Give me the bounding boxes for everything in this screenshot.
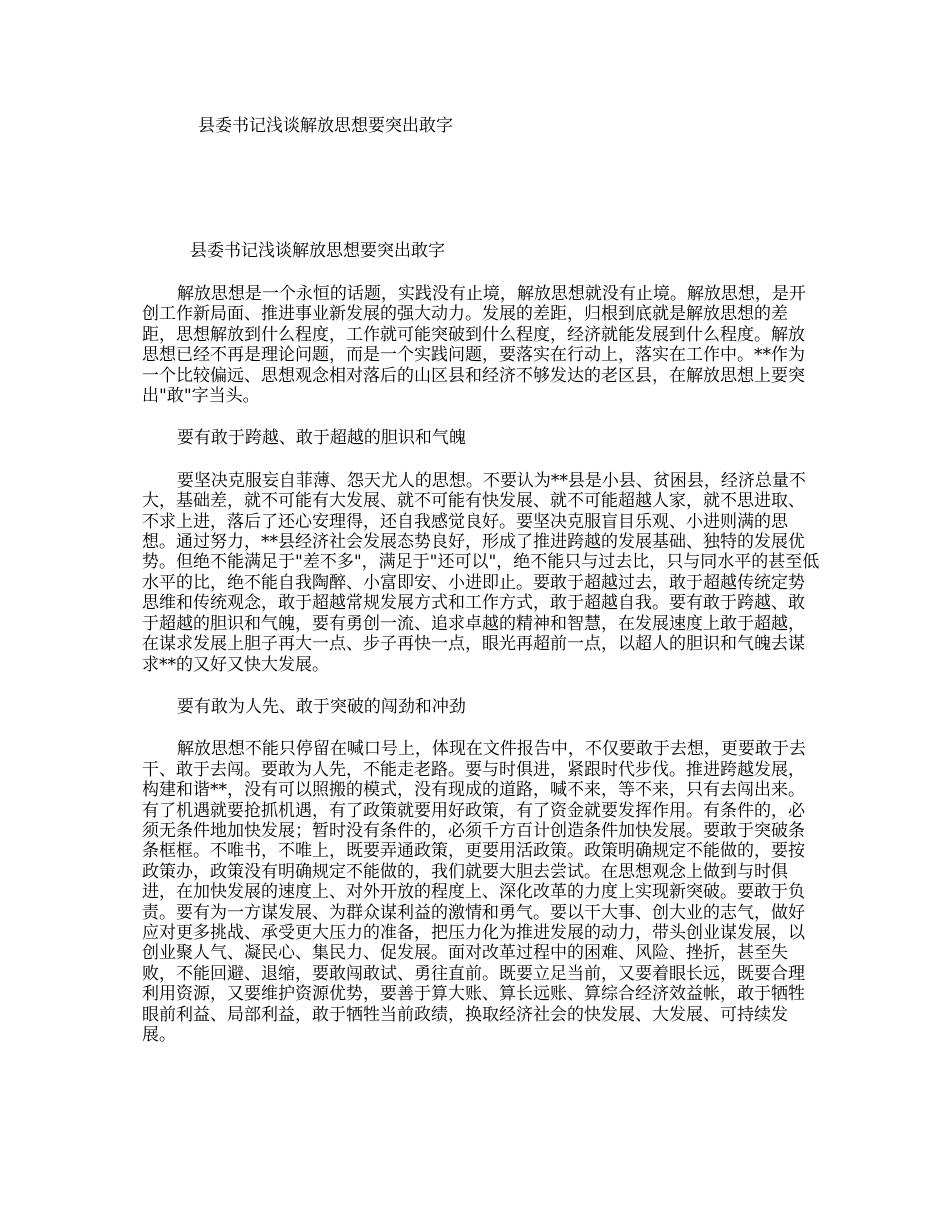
document-title: 县委书记浅谈解放思想要突出敢字 bbox=[190, 241, 445, 261]
section-heading-1: 要有敢于跨越、敢于超越的胆识和气魄 bbox=[176, 428, 466, 449]
section-paragraph-2: 解放思想不能只停留在喊口号上，体现在文件报告中，不仅要敢于去想，更要敢于去干、敢于去闯。要敢为人先，不能走老路。要与时俱进，紧跟时代步伐。推进跨越发展，构建和谐**，没有可以照搬的模式，没有现成的道路，喊不来，等不来，只有去闯出来。有了机遇就要抢抓机遇，有了政策就要用好政策，有了资金就要发挥作用。有条件的，必须无条件地加快发展；暂时没有条件的，必须千方百计创造条件加快发展。要敢于突破条条框框。不唯书，不唯上，既要弄通政策，更要用活政策。政策明确规定不能做的，要按政策办，政策没有明确规定不能做的，我们就要大胆去尝试。在思想观念上做到与时俱进，在加快发展的速度上、对外开放的程度上、深化改革的力度上实现新突破。要敢于负责。要有为一方谋发展、为群众谋利益的激情和勇气。要以干大事、创大业的志气，做好应对更多挑战、承受更大压力的准备，把压力化为推进发展的动力，带头创业谋发展，以创业聚人气、凝民心、集民力、促发展。面对改革过程中的困难、风险、挫折，甚至失败，不能回避、退缩，要敢闯敢试、勇往直前。既要立足当前，又要着眼长远，既要合理利用资源，又要维护资源优势，要善于算大账、算长远账、算综合经济效益帐，敢于牺牲眼前利益、局部利益，敢于牺牲当前政绩，换取经济社会的快发展、大发展、可持续发展。 bbox=[142, 739, 806, 1045]
header-title: 县委书记浅谈解放思想要突出敢字 bbox=[198, 116, 453, 136]
section-paragraph-1: 要坚决克服妄自菲薄、怨天尤人的思想。不要认为**县是小县、贫困县，经济总量不大，基础差，就不可能有大发展、就不可能有快发展、就不可能超越人家，就不思进取、不求上进，落后了还心安理得，还自我感觉良好。要坚决克服盲目乐观、小进则满的思想。通过努力，**县经济社会发展态势良好，形成了推进跨越的发展基础、独特的发展优势。但绝不能满足于"差不多"，满足于"还可以"，绝不能只与过去比，只与同水平的甚至低水平的比，绝不能自我陶醉、小富即安、小进即止。要敢于超越过去，敢于超越传统定势思维和传统观念，敢于超越常规发展方式和工作方式，敢于超越自我。要有敢于跨越、敢于超越的胆识和气魄，要有勇创一流、追求卓越的精神和智慧，在发展速度上敢于超越，在谋求发展上胆子再大一点、步子再快一点，眼光再超前一点，以超人的胆识和气魄去谋求**的又好又快大发展。 bbox=[142, 470, 820, 675]
intro-paragraph: 解放思想是一个永恒的话题，实践没有止境，解放思想就没有止境。解放思想，是开创工作新局面、推进事业新发展的强大动力。发展的差距，归根到底就是解放思想的差距，思想解放到什么程度，工作就可能突破到什么程度，经济就能发展到什么程度。解放思想已经不再是理论问题，而是一个实践问题，要落实在行动上，落实在工作中。**作为一个比较偏远、思想观念相对落后的山区县和经济不够发达的老区县，在解放思想上要突出"敢"字当头。 bbox=[142, 284, 806, 407]
document-body bbox=[142, 284, 820, 1045]
section-heading-2: 要有敢为人先、敢于突破的闯劲和冲劲 bbox=[176, 696, 466, 717]
